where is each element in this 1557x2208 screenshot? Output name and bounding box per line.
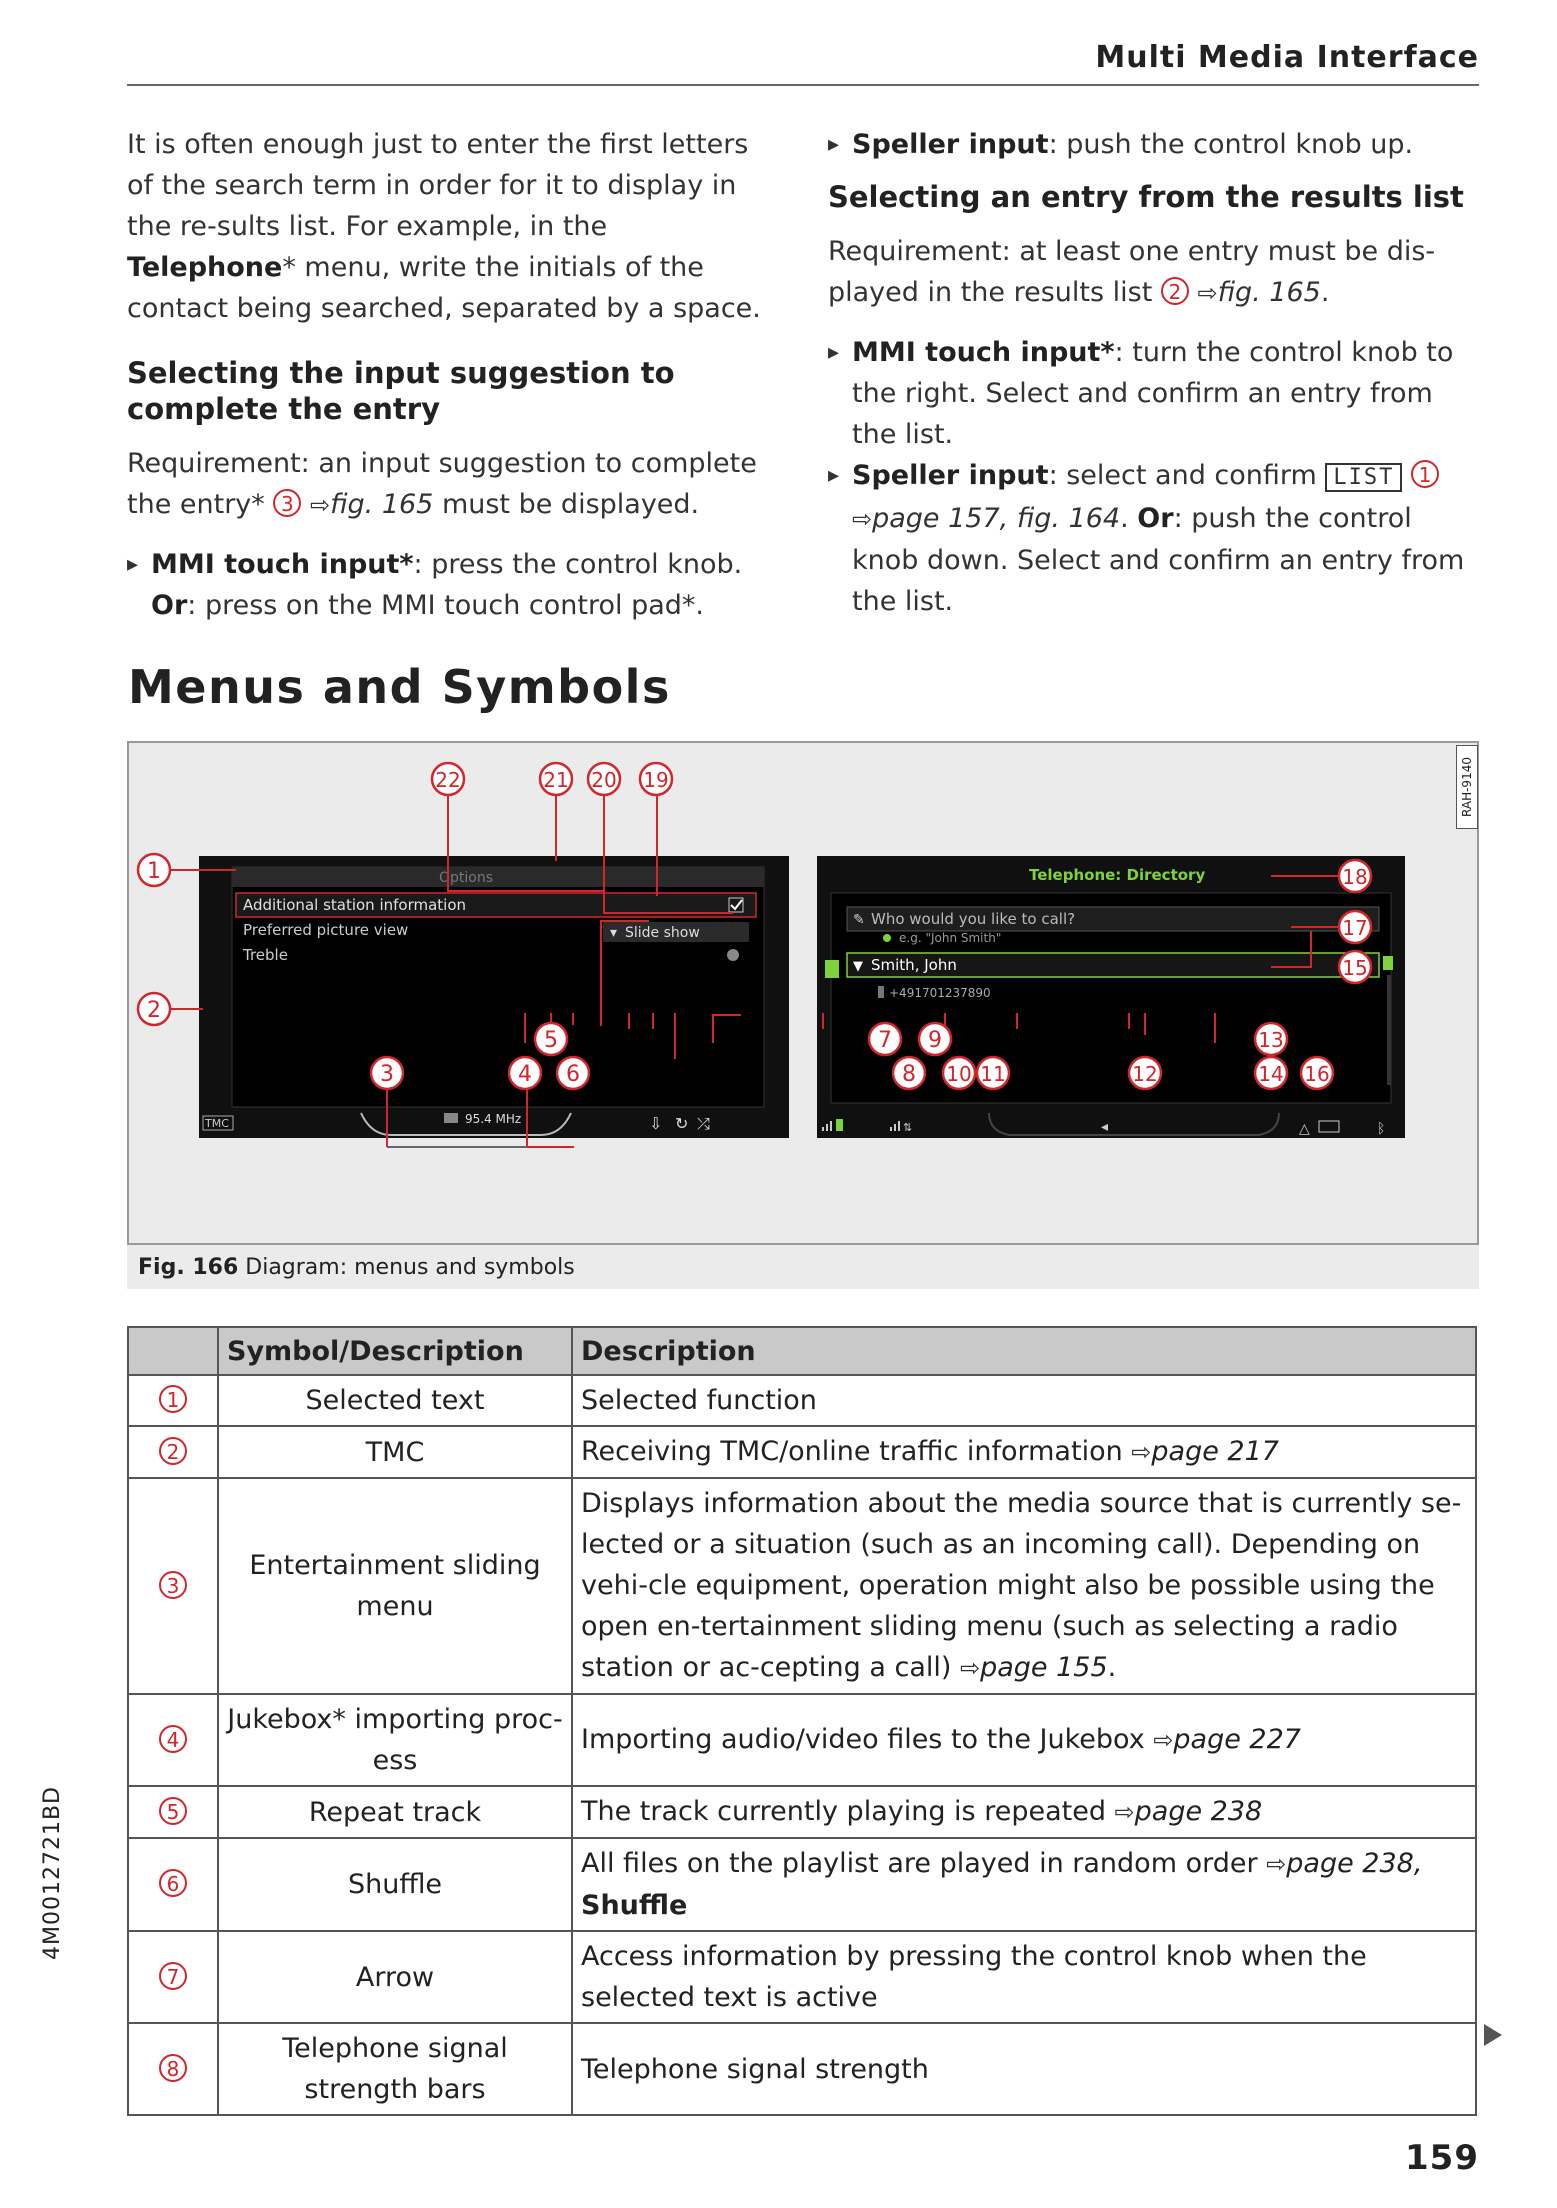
running-header: Multi Media Interface	[1095, 40, 1479, 75]
row-number-cell	[128, 1786, 218, 1838]
description-text: All files on the playlist are played in random order	[581, 1848, 1267, 1879]
telephone-directory-title: Telephone: Directory	[1029, 866, 1206, 884]
requirement-input-suggestion	[127, 443, 777, 526]
contact-number: +491701237890	[889, 986, 991, 1000]
description-tail: .	[1107, 1652, 1117, 1683]
callout-ref: 4	[159, 1725, 187, 1753]
header-rule	[127, 84, 1479, 86]
figure-code-box	[1456, 745, 1478, 829]
reference-arrow-icon: ⇨	[309, 491, 331, 519]
requirement-text-2: must be displayed.	[433, 489, 700, 520]
table-row	[128, 1375, 1476, 1426]
heading-input-suggestion: Selecting the input suggestion to complete the entry	[127, 356, 675, 426]
table-row	[128, 2023, 1476, 2115]
section-title: Menus and Symbols	[128, 660, 671, 714]
intro-paragraph	[127, 124, 777, 329]
reference-arrow-icon: ⇨	[960, 1654, 981, 1682]
treble-arrow-icon	[727, 949, 739, 961]
figure-menus-and-symbols	[127, 741, 1479, 1245]
expand-arrow-icon: ▼	[853, 959, 863, 974]
bullet-text-2: : press on the MMI touch control pad*.	[187, 590, 705, 621]
reference-arrow-icon: ⇨	[1114, 1798, 1135, 1826]
header-num	[128, 1327, 218, 1375]
callout-label-7: 7	[878, 1028, 892, 1053]
callout-ref: 6	[159, 1869, 187, 1897]
table-header-row	[128, 1327, 1476, 1375]
callout-label-12: 12	[1132, 1062, 1158, 1086]
requirement-text-1: Requirement: an input suggestion to complete the entry*	[127, 448, 757, 520]
next-page-arrow-icon	[1484, 2024, 1502, 2046]
symbol-cell: TMC	[218, 1426, 572, 1478]
telephone-menu-label: Telephone	[127, 252, 283, 283]
callout-label-4: 4	[518, 1062, 532, 1087]
row-number-cell	[128, 1478, 218, 1694]
tmc-label: TMC	[205, 1117, 229, 1130]
callout-label-5: 5	[544, 1028, 558, 1053]
bullet-mmi-touch-input-right	[828, 332, 1480, 455]
callout-label-20: 20	[591, 768, 617, 792]
document-code: 4M0012721BD	[40, 1786, 65, 1960]
description-cell	[572, 1838, 1476, 1931]
right-column	[828, 124, 1480, 622]
bullet-text-3: : push the control knob down. Select and confirm an entry from the list.	[852, 503, 1465, 617]
symbol-cell: Shuffle	[218, 1838, 572, 1931]
page-reference[interactable]: page 238	[1134, 1796, 1263, 1827]
reference-arrow-icon: ⇨	[1266, 1850, 1287, 1878]
right-edge-arrow-icon	[1383, 956, 1393, 970]
table-row	[128, 1478, 1476, 1694]
option-additional-station-info[interactable]: Additional station information	[243, 896, 467, 914]
page-reference[interactable]: page 157, fig. 164	[872, 503, 1121, 534]
callout-label-16: 16	[1304, 1062, 1330, 1086]
heading-results-list: Selecting an entry from the results list	[828, 180, 1464, 214]
callout-label-9: 9	[928, 1028, 942, 1053]
phone-icon	[836, 1119, 843, 1131]
description-cell	[572, 1478, 1476, 1694]
mobile-data-icon: ⇅	[903, 1121, 913, 1134]
table-row	[128, 1931, 1476, 2023]
callout-label-1: 1	[147, 859, 161, 884]
figure-reference[interactable]: fig. 165	[1217, 277, 1321, 308]
page-number: 159	[1405, 2138, 1479, 2178]
callout-label-8: 8	[902, 1062, 916, 1087]
repeat-icon: ↻	[675, 1114, 689, 1133]
reference-arrow-icon: ⇨	[852, 505, 873, 533]
figure-caption	[138, 1255, 575, 1280]
or-label: Or	[1137, 503, 1174, 534]
bullet-label: MMI touch input*	[852, 337, 1115, 368]
callout-label-19: 19	[643, 768, 669, 792]
search-prompt: Who would you like to call?	[871, 910, 1076, 928]
description-text: Selected function	[581, 1385, 817, 1416]
description-cell	[572, 1426, 1476, 1478]
bullet-speller-input-list	[828, 455, 1480, 622]
callout-ref: 2	[159, 1437, 187, 1465]
figure-code: RAH-9140	[1460, 757, 1474, 817]
bullet-speller-input	[828, 124, 1480, 165]
description-cell	[572, 1786, 1476, 1838]
figure-diagram	[129, 743, 1477, 1243]
callout-label-2: 2	[147, 998, 161, 1023]
bullet-text-1: : select and confirm	[1048, 460, 1326, 491]
callout-label-10: 10	[946, 1062, 972, 1086]
speller-icon: ✎	[853, 912, 865, 928]
callout-label-6: 6	[566, 1062, 580, 1087]
callout-label-21: 21	[543, 768, 569, 792]
requirement-results-list	[828, 231, 1480, 314]
description-cell	[572, 2023, 1476, 2115]
callout-label-11: 11	[980, 1062, 1006, 1086]
bullet-label: Speller input	[852, 460, 1049, 491]
page-reference[interactable]: page 155	[980, 1652, 1108, 1683]
callout-ref: 3	[159, 1571, 187, 1599]
description-bold-tail: Shuffle	[581, 1890, 688, 1921]
symbol-cell: Arrow	[218, 1931, 572, 2023]
callout-label-18: 18	[1342, 865, 1368, 889]
or-label: Or	[151, 590, 188, 621]
callout-label-3: 3	[380, 1062, 394, 1087]
hint-icon	[883, 934, 891, 942]
callout-ref: 8	[159, 2054, 187, 2082]
search-hint: e.g. "John Smith"	[899, 931, 1002, 945]
description-text: Importing audio/video files to the Jukebox	[581, 1724, 1154, 1755]
callout-ref: 7	[159, 1962, 187, 1990]
description-text: Access information by pressing the control knob when the selected text is active	[581, 1941, 1367, 2013]
bullet-label: MMI touch input*	[151, 549, 414, 580]
row-number-cell	[128, 2023, 218, 2115]
description-cell	[572, 1931, 1476, 2023]
option-treble[interactable]: Treble	[243, 946, 288, 964]
table-row	[128, 1838, 1476, 1931]
callout-label-13: 13	[1258, 1028, 1284, 1052]
symbol-cell: Selected text	[218, 1375, 572, 1426]
dropdown-arrow-icon: ▾	[610, 925, 618, 941]
requirement-text-1: Requirement: at least one entry must be dis-played in the results list	[828, 236, 1436, 308]
bullet-mmi-touch-input	[127, 544, 777, 626]
callout-ref-2: 2	[1161, 277, 1189, 305]
callout-ref: 1	[159, 1385, 187, 1413]
options-title-bar	[232, 867, 764, 887]
requirement-text-2: .	[1320, 277, 1330, 308]
callout-label-14: 14	[1258, 1062, 1284, 1086]
page-reference[interactable]: page 217	[1151, 1436, 1279, 1467]
header-symbol: Symbol/Description	[218, 1327, 572, 1375]
bluetooth-icon: ᛒ	[1377, 1121, 1386, 1137]
callout-label-15: 15	[1342, 956, 1368, 980]
list-key: LIST	[1325, 463, 1402, 492]
symbols-table	[127, 1326, 1477, 2116]
callout-ref-3: 3	[273, 489, 301, 517]
row-number-cell	[128, 1838, 218, 1931]
reference-arrow-icon: ⇨	[1197, 279, 1218, 307]
table-row	[128, 1426, 1476, 1478]
header-description: Description	[572, 1327, 1476, 1375]
options-title: Options	[439, 870, 494, 886]
radio-icon	[444, 1113, 458, 1123]
table-row	[128, 1694, 1476, 1786]
description-text: Receiving TMC/online traffic information	[581, 1436, 1132, 1467]
row-number-cell	[128, 1694, 218, 1786]
bullet-text: : turn the control knob to the right. Select and confirm an entry from the list.	[852, 337, 1454, 450]
caption-label: Fig. 166	[138, 1255, 239, 1280]
scrollbar[interactable]	[1387, 975, 1391, 1085]
slide-show-label: Slide show	[625, 925, 700, 941]
left-column	[127, 124, 777, 626]
callout-ref: 5	[159, 1797, 187, 1825]
callout-ref-1: 1	[1411, 460, 1439, 488]
contact-name: Smith, John	[871, 956, 957, 974]
reference-arrow-icon: ⇨	[1153, 1726, 1174, 1754]
results-list-arrow-icon	[825, 960, 839, 978]
mobile-phone-icon	[878, 986, 884, 998]
description-cell	[572, 1375, 1476, 1426]
jukebox-import-icon: ⇩	[649, 1114, 663, 1133]
row-number-cell	[128, 1931, 218, 2023]
bullet-text-2: .	[1120, 503, 1138, 534]
symbol-cell: Telephone signal strength bars	[218, 2023, 572, 2115]
symbol-cell: Jukebox* importing proc-ess	[218, 1694, 572, 1786]
table-row	[128, 1786, 1476, 1838]
description-cell	[572, 1694, 1476, 1786]
option-preferred-picture-view[interactable]: Preferred picture view	[243, 921, 409, 939]
description-text: The track currently playing is repeated	[581, 1796, 1115, 1827]
page-reference[interactable]: page 227	[1173, 1724, 1301, 1755]
bullet-label: Speller input	[852, 129, 1049, 160]
table-body	[128, 1375, 1476, 2115]
frequency-label: 95.4 MHz	[465, 1112, 522, 1126]
warning-icon: △	[1299, 1121, 1310, 1137]
intro-text-1: It is often enough just to enter the first letters of the search term in order for it to display in the re-sults list. For example, in the	[127, 129, 749, 242]
caption-text: Diagram: menus and symbols	[245, 1255, 575, 1280]
page-reference[interactable]: page 238,	[1286, 1848, 1423, 1879]
figure-reference[interactable]: fig. 165	[330, 489, 434, 520]
description-text: Telephone signal strength	[581, 2053, 929, 2085]
description-text: Displays information about the media source that is currently se-lected or a situation (such as an incoming call). Depending on vehi-cle equipment, operation might also be possible using the open en-tertainment sliding menu (such as selecting a radio station or ac-cepting a call)	[581, 1488, 1462, 1683]
row-number-cell	[128, 1375, 218, 1426]
row-number-cell	[128, 1426, 218, 1478]
callout-label-22: 22	[435, 768, 461, 792]
symbol-cell: Repeat track	[218, 1786, 572, 1838]
intro-text-2: * menu, write the initials of the contact being searched, separated by a space.	[127, 252, 761, 324]
callout-label-17: 17	[1342, 916, 1368, 940]
mute-icon: ◂	[1101, 1119, 1109, 1135]
reference-arrow-icon: ⇨	[1131, 1438, 1152, 1466]
shuffle-icon: ⤮	[697, 1114, 710, 1133]
bullet-text: : push the control knob up.	[1048, 129, 1414, 160]
symbol-cell: Entertainment sliding menu	[218, 1478, 572, 1694]
bullet-text-1: : press the control knob.	[413, 549, 743, 580]
